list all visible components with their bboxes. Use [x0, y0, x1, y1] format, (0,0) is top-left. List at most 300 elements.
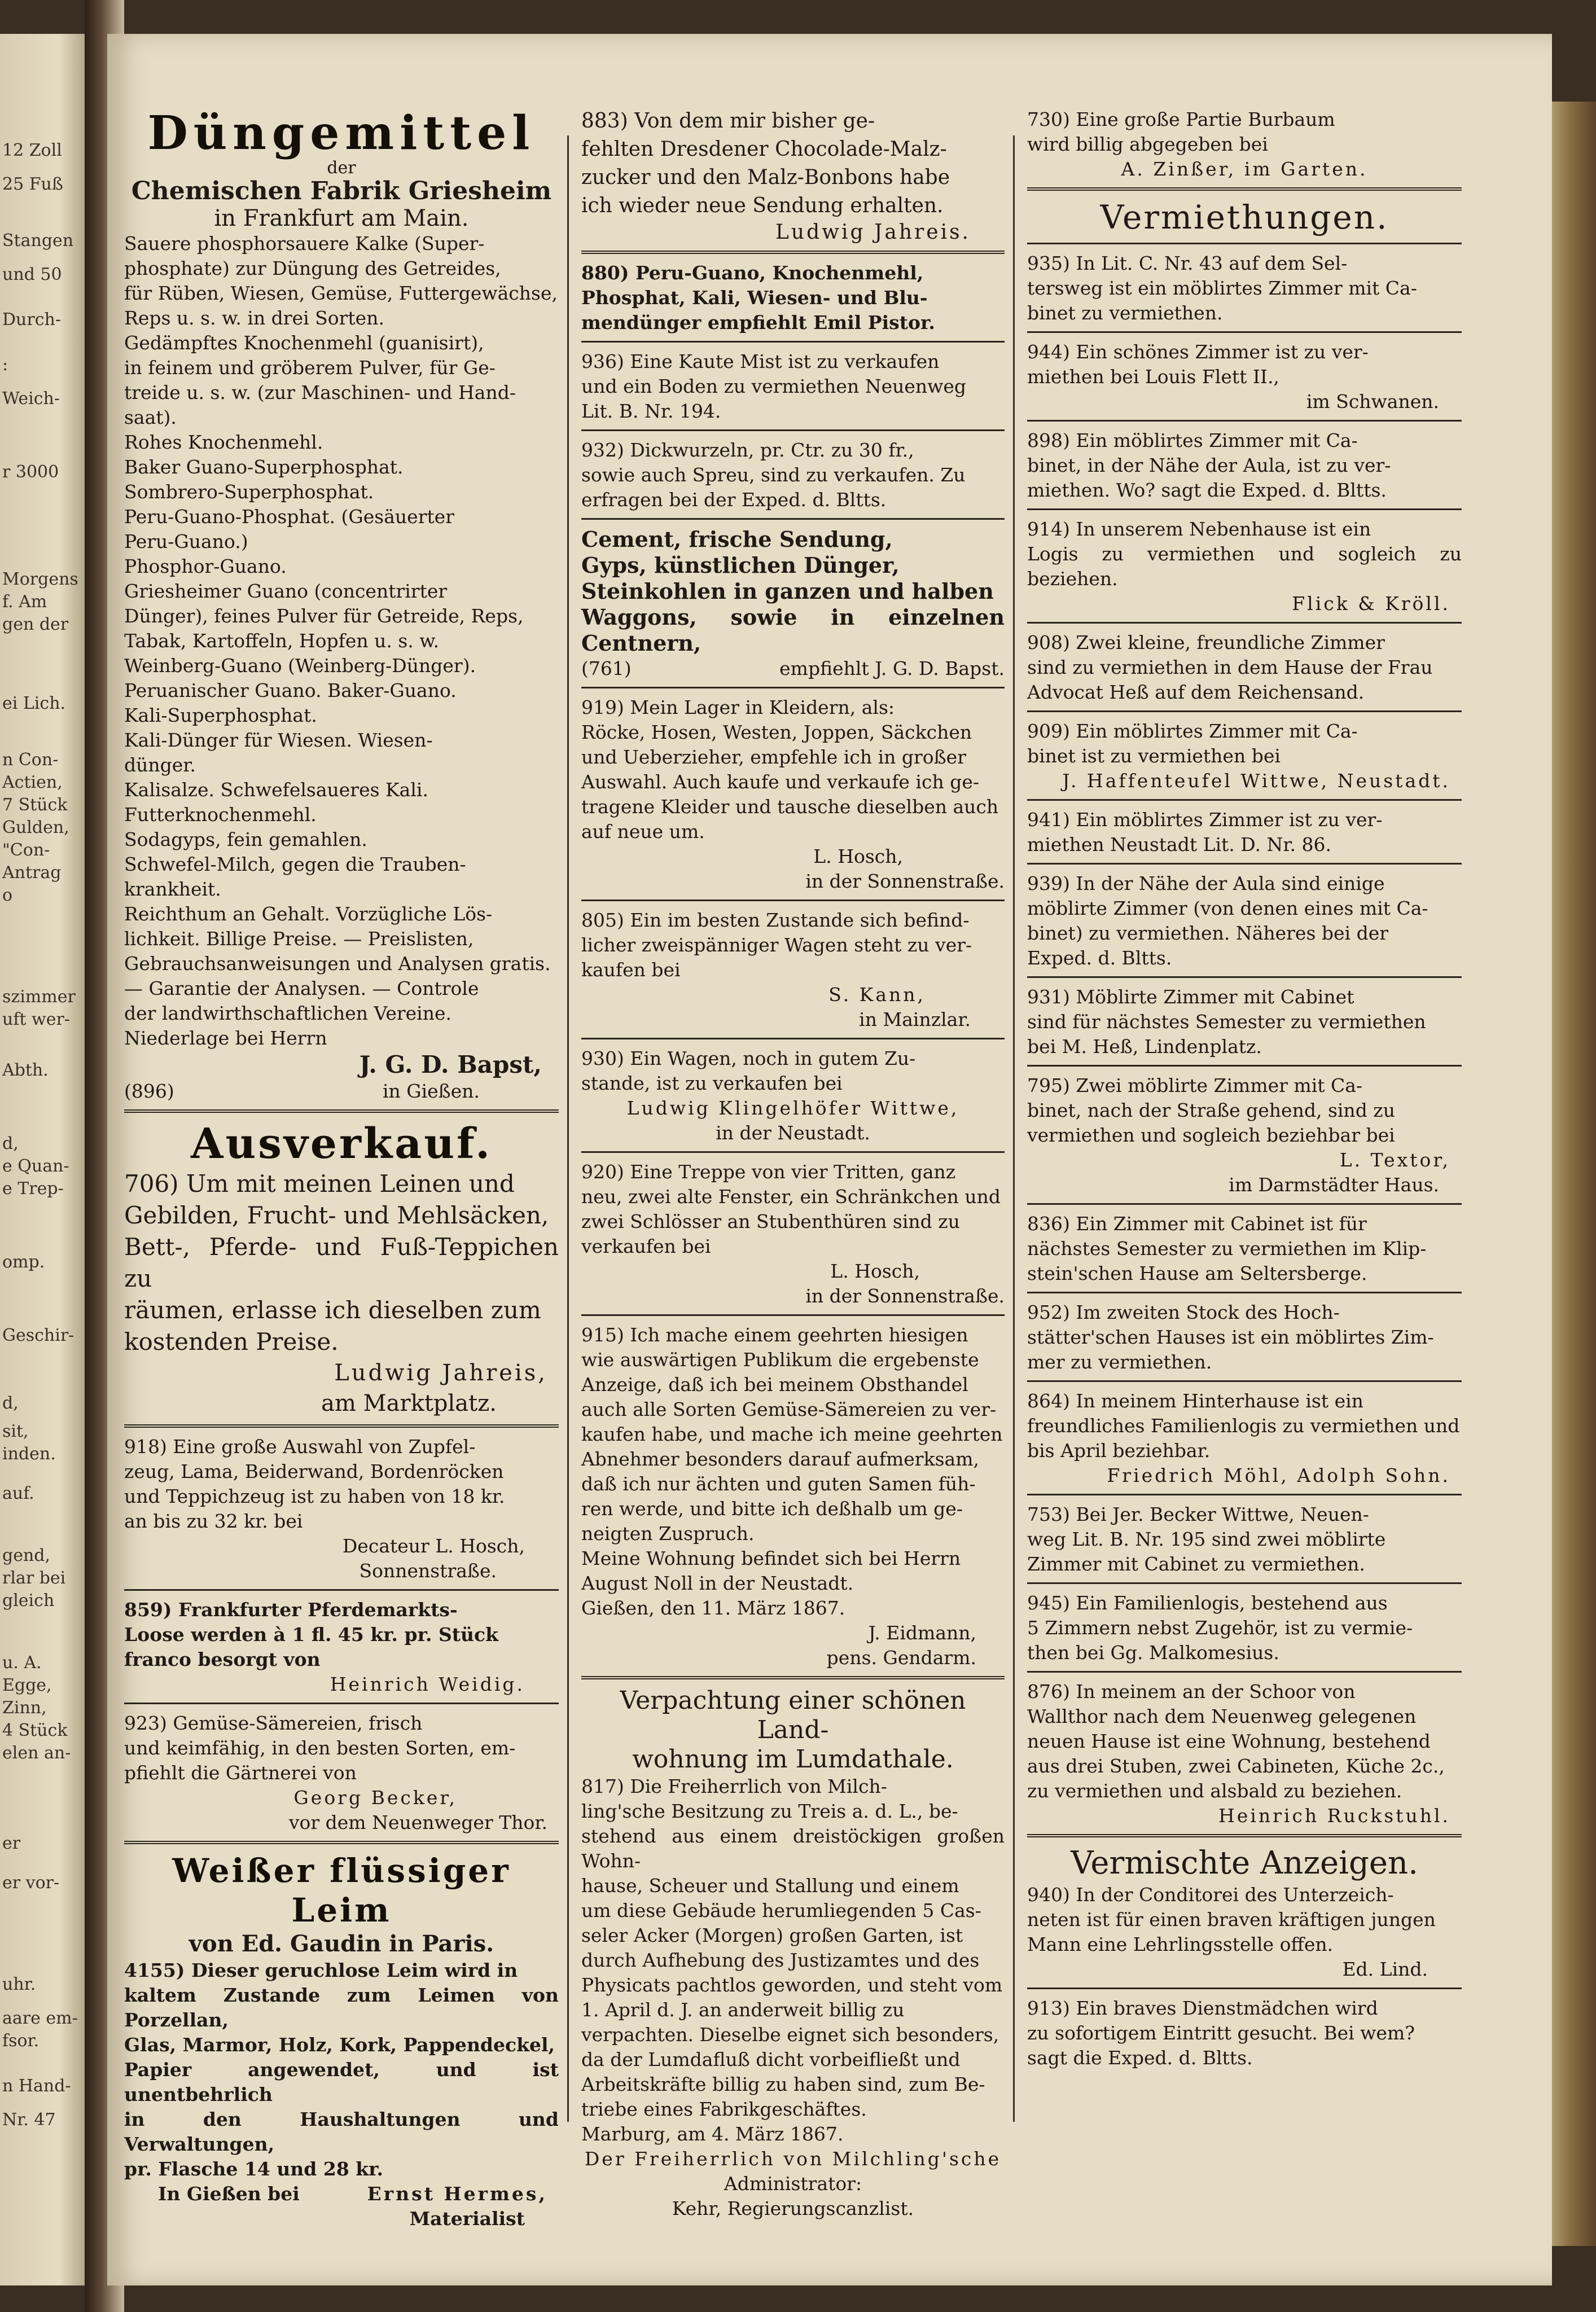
ad-883	[581, 107, 1005, 220]
rental-ad-line: 914) In unserem Nebenhause ist ein	[1027, 518, 1371, 540]
facing-margin-fragment: d,	[2, 1393, 19, 1413]
column-rule-1	[567, 135, 569, 2122]
facing-margin-fragment: Durch-	[2, 310, 61, 330]
duengemittel-line: Futterknochenmehl.	[124, 804, 317, 826]
rental-ad-name: J. Haffenteufel Wittwe, Neustadt.	[1062, 770, 1450, 792]
rentals-list	[1027, 243, 1462, 1828]
ad-919-line: und Ueberzieher, empfehle ich in großer	[581, 746, 966, 768]
duengemittel-line: phosphate) zur Düngung des Getreides,	[124, 257, 501, 279]
ad-920-line: 920) Eine Treppe von vier Tritten, ganz	[581, 1161, 956, 1183]
ausverkauf-name: Ludwig Jahreis,	[334, 1360, 547, 1386]
duengemittel-line: Gebrauchsanweisungen und Analysen gratis.	[124, 953, 551, 975]
ad-918-line: 918) Eine große Auswahl von Zupfel-	[124, 1436, 476, 1458]
ad-923-line: und keimfähig, in den besten Sorten, em-	[124, 1737, 516, 1759]
facing-margin-fragment: Nr. 47	[2, 2110, 56, 2130]
vermischte-heading: Vermischte Anzeigen.	[1071, 1845, 1418, 1881]
duengemittel-line: — Garantie der Analysen. — Controle	[124, 977, 479, 999]
duengemittel-line: treide u. s. w. (zur Maschinen- und Hand-	[124, 381, 516, 403]
leim-line: kaltem Zustande zum Leimen von Porzellan,	[124, 1984, 559, 2031]
rental-ad	[1027, 340, 1462, 414]
rental-ad-name: Flick & Kröll.	[1292, 593, 1450, 615]
duengemittel-title: Düngemittel	[147, 106, 536, 160]
separator	[581, 1676, 1005, 1679]
rental-ad-line: 944) Ein schönes Zimmer ist zu ver-	[1027, 341, 1369, 363]
ad-913	[1027, 1996, 1462, 2070]
ad-920-line: verkaufen bei	[581, 1235, 711, 1257]
facing-margin-fragment: n Hand-	[2, 2076, 71, 2096]
ad-817-line: Arbeitskräfte billig zu haben sind, zum Be-	[581, 2073, 985, 2095]
facing-margin-fragment: o	[2, 885, 13, 905]
ad-817-line: da der Lumdafluß dicht vorbeifließt und	[581, 2048, 961, 2070]
separator	[581, 687, 1005, 688]
rental-ad-line: aus drei Stuben, zwei Cabineten, Küche 2c.,	[1027, 1755, 1445, 1777]
leim-title: Weißer flüssiger Leim	[172, 1852, 511, 1929]
rental-ad	[1027, 719, 1462, 793]
ad-883-line: zucker und den Malz-Bonbons habe	[581, 166, 950, 189]
ad-930-line: 930) Ein Wagen, noch in gutem Zu-	[581, 1047, 916, 1069]
rental-ad	[1027, 517, 1462, 616]
ad-817-line: stehend aus einem dreistöckigen großen Wohn-	[581, 1825, 1005, 1872]
duengemittel-line: Kali-Superphosphat.	[124, 704, 317, 726]
separator	[581, 1038, 1005, 1039]
ad-913-line: 913) Ein braves Dienstmädchen wird	[1027, 1997, 1378, 2019]
rental-ad-line: 909) Ein möblirtes Zimmer mit Ca-	[1027, 720, 1358, 742]
ad-761-sig: empfiehlt J. G. D. Bapst.	[779, 657, 1005, 679]
rental-ad-line: weg Lit. B. Nr. 195 sind zwei möblirte	[1027, 1528, 1386, 1550]
duengemittel-line: Peruanischer Guano. Baker-Guano.	[124, 679, 457, 701]
ad-918-line: und Teppichzeug ist zu haben von 18 kr.	[124, 1485, 505, 1507]
ad-880-line: mendünger empfiehlt Emil Pistor.	[581, 312, 935, 334]
duengemittel-line: Baker Guano-Superphosphat.	[124, 456, 404, 478]
ad-919-name: L. Hosch,	[813, 845, 903, 867]
separator	[1027, 799, 1462, 801]
ad-923-line: 923) Gemüse-Sämereien, frisch	[124, 1712, 423, 1734]
rental-ad-line: Exped. d. Bltts.	[1027, 947, 1172, 969]
facing-margin-fragment: und 50	[2, 265, 62, 284]
ad-730	[1027, 107, 1462, 157]
rental-ad-line: binet zu vermiethen.	[1027, 302, 1223, 324]
ad-930-line: stande, ist zu verkaufen bei	[581, 1072, 843, 1094]
ad-940-name: Ed. Lind.	[1342, 1958, 1428, 1980]
rental-ad-line: Advocat Heß auf dem Reichensand.	[1027, 681, 1365, 703]
ad-940-line: Mann eine Lehrlingsstelle offen.	[1027, 1933, 1334, 1955]
ad-883-name: Ludwig Jahreis.	[775, 221, 971, 244]
leim-line: Glas, Marmor, Holz, Kork, Pappendeckel,	[124, 2034, 555, 2056]
ad-923-name: Georg Becker,	[293, 1787, 457, 1809]
vermiethungen-heading: Vermiethungen.	[1100, 198, 1389, 236]
separator	[1027, 622, 1462, 624]
facing-margin-fragment: gen der	[2, 615, 69, 634]
separator	[124, 1589, 559, 1591]
duengemittel-line: lichkeit. Billige Preise. — Preislisten,	[124, 928, 474, 950]
facing-margin-fragment: u. A.	[2, 1653, 42, 1673]
ad-919	[581, 695, 1005, 844]
ad-805-name: S. Kann,	[828, 984, 926, 1006]
leim-body	[124, 1958, 559, 2182]
rental-ad-line: 795) Zwei möblirte Zimmer mit Ca-	[1027, 1074, 1363, 1096]
ausverkauf-line: Bett-, Pferde- und Fuß-Teppichen zu	[124, 1233, 559, 1292]
duengemittel-line: Sauere phosphorsauere Kalke (Super-	[124, 232, 485, 255]
facing-margin-fragment: gend,	[2, 1546, 51, 1565]
ad-817	[581, 1774, 1005, 2147]
rental-ad	[1027, 251, 1462, 326]
rental-ad-line: 753) Bei Jer. Becker Wittwe, Neuen-	[1027, 1503, 1369, 1525]
rental-ad-line: Zimmer mit Cabinet zu vermiethen.	[1027, 1553, 1365, 1575]
ad-930-place: in der Neustadt.	[716, 1122, 870, 1144]
ausverkauf-line: Gebilden, Frucht- und Mehlsäcken,	[124, 1201, 549, 1229]
ad-817-line: Marburg, am 4. März 1867.	[581, 2123, 844, 2145]
duengemittel-line: Sombrero-Superphosphat.	[124, 481, 374, 503]
facing-margin-fragment: uhr.	[2, 1975, 36, 1994]
facing-margin-fragment: sit,	[2, 1422, 29, 1441]
rental-ad	[1027, 871, 1462, 971]
rental-ad-line: miethen. Wo? sagt die Exped. d. Bltts.	[1027, 479, 1387, 501]
rental-ad-line: mer zu vermiethen.	[1027, 1351, 1212, 1373]
facing-margin-fragment: omp.	[2, 1252, 45, 1272]
ad-918-place: Sonnenstraße.	[359, 1560, 497, 1582]
rental-ad	[1027, 1073, 1462, 1197]
facing-margin-fragment: Weich-	[2, 389, 60, 409]
ad-915-place: pens. Gendarm.	[826, 1647, 976, 1669]
duengemittel-line: Griesheimer Guano (concentrirter	[124, 580, 448, 602]
ad-918-line: zeug, Lama, Beiderwand, Bordenröcken	[124, 1460, 504, 1482]
ad-915-line: daß ich nur ächten und guten Samen füh-	[581, 1473, 976, 1495]
rental-ad-name: Heinrich Ruckstuhl.	[1218, 1805, 1450, 1827]
facing-margin-fragment: n Con-	[2, 750, 59, 770]
rental-ad	[1027, 428, 1462, 503]
ad-915-line: kaufen habe, und mache ich meine geehrten	[581, 1423, 1003, 1445]
ad-915-line: 915) Ich mache einem geehrten hiesigen	[581, 1324, 968, 1346]
rental-ad	[1027, 1389, 1462, 1488]
rental-ad-line: 935) In Lit. C. Nr. 43 auf dem Sel-	[1027, 252, 1348, 274]
separator	[1027, 331, 1462, 333]
facing-margin-fragment: szimmer	[2, 987, 76, 1007]
duengemittel-line: Schwefel-Milch, gegen die Trauben-	[124, 853, 466, 875]
ad-918	[124, 1434, 559, 1534]
duengemittel-line: Peru-Guano-Phosphat. (Gesäuerter	[124, 506, 455, 528]
ad-817-line: seler Acker (Morgen) großen Garten, ist	[581, 1924, 963, 1946]
ad-919-line: Auswahl. Auch kaufe und verkaufe ich ge-	[581, 771, 980, 793]
ausverkauf-place: am Marktplatz.	[321, 1390, 497, 1416]
ad-932-line: erfragen bei der Exped. d. Bltts.	[581, 489, 887, 511]
separator	[1027, 243, 1462, 244]
rental-ad-line: bis April beziehbar.	[1027, 1440, 1211, 1462]
facing-margin-fragment: inden.	[2, 1444, 56, 1464]
ad-920-line: neu, zwei alte Fenster, ein Schränkchen und	[581, 1186, 1001, 1208]
ad-805-line: kaufen bei	[581, 959, 681, 981]
duengemittel-line: für Rüben, Wiesen, Gemüse, Futtergewächse,	[124, 282, 558, 304]
separator	[1027, 976, 1462, 978]
separator	[581, 429, 1005, 431]
duengemittel-body	[124, 231, 559, 1051]
rental-ad-line: then bei Gg. Malkomesius.	[1027, 1642, 1279, 1664]
separator	[124, 1109, 559, 1113]
separator	[581, 251, 1005, 254]
ad-817-line: triebe eines Fabrikgeschäftes.	[581, 2098, 867, 2120]
facing-margin-fragment: 7 Stück	[2, 795, 68, 815]
ad-859-name: Heinrich Weidig.	[330, 1673, 525, 1695]
rental-ad-line: 952) Im zweiten Stock des Hoch-	[1027, 1301, 1340, 1323]
rental-ad	[1027, 1591, 1462, 1665]
ad-817-sig1: Der Freiherrlich von Milchling'sche	[584, 2148, 1002, 2170]
ad-913-line: zu sofortigem Eintritt gesucht. Bei wem?	[1027, 2022, 1415, 2044]
ad-817-line: hause, Scheuer und Stallung und einem	[581, 1875, 959, 1897]
duengemittel-place: in Gießen.	[382, 1080, 480, 1102]
ad-805-line: 805) Ein im besten Zustande sich befind-	[581, 909, 970, 931]
rental-ad	[1027, 1212, 1462, 1286]
rental-ad-line: miethen Neustadt Lit. D. Nr. 86.	[1027, 833, 1332, 856]
facing-margin-fragment: rlar bei	[2, 1568, 66, 1588]
rental-ad-line: binet, in der Nähe der Aula, ist zu ver-	[1027, 454, 1391, 476]
ad-920-place: in der Sonnenstraße.	[805, 1285, 1005, 1307]
duengemittel-line: Weinberg-Guano (Weinberg-Dünger).	[124, 655, 476, 677]
ad-919-place: in der Sonnenstraße.	[805, 870, 1005, 892]
separator	[1027, 508, 1462, 510]
rental-ad-line: binet ist zu vermiethen bei	[1027, 745, 1281, 767]
ad-915-line: ren werde, und bitte ich deßhalb um ge-	[581, 1498, 963, 1520]
separator	[1027, 1671, 1462, 1673]
book-page-edges	[1552, 102, 1596, 2246]
ad-918-name: Decateur L. Hosch,	[342, 1535, 525, 1557]
ad-940	[1027, 1883, 1462, 1957]
separator	[581, 518, 1005, 520]
ad-730-name: A. Zinßer, im Garten.	[1121, 158, 1368, 180]
ad-817-line: 817) Die Freiherrlich von Milch-	[581, 1775, 887, 1797]
rental-ad-line: 898) Ein möblirtes Zimmer mit Ca-	[1027, 429, 1358, 451]
ad-932	[581, 438, 1005, 512]
facing-margin-fragment: :	[2, 355, 8, 375]
ad-883-line: 883) Von dem mir bisher ge-	[581, 109, 875, 133]
facing-margin-fragment: d,	[2, 1134, 19, 1153]
rental-ad-line: stein'schen Hause am Seltersberge.	[1027, 1262, 1367, 1284]
ad-919-line: Röcke, Hosen, Westen, Joppen, Säckchen	[581, 721, 972, 743]
ad-915-line: auch alle Sorten Gemüse-Sämereien zu ver-	[581, 1398, 997, 1420]
ad-817-sig2: Administrator:	[724, 2173, 862, 2195]
ad-915-name: J. Eidmann,	[868, 1622, 976, 1644]
rental-ad-line: 908) Zwei kleine, freundliche Zimmer	[1027, 631, 1385, 653]
separator	[1027, 710, 1462, 712]
facing-margin-fragment: Gulden,	[2, 818, 69, 837]
ad-880-line: Phosphat, Kali, Wiesen- und Blu-	[581, 287, 928, 309]
facing-margin-fragment: 12 Zoll	[2, 141, 62, 160]
rental-ad	[1027, 630, 1462, 705]
rental-ad-line: sind zu vermiethen in dem Hause der Frau	[1027, 656, 1433, 678]
ad-817-title: Verpachtung einer schönen Land-	[620, 1686, 966, 1744]
rental-ad-line: neuen Hause ist eine Wohnung, bestehend	[1027, 1730, 1431, 1752]
leim-line: 4155) Dieser geruchlose Leim wird in	[124, 1959, 518, 1981]
separator	[1027, 1065, 1462, 1067]
column-2	[581, 107, 1005, 2221]
ad-936-line: Lit. B. Nr. 194.	[581, 400, 721, 422]
separator	[1027, 1834, 1462, 1837]
ad-817-line: 1. April d. J. an anderweit billig zu	[581, 1999, 905, 2021]
rental-ad	[1027, 808, 1462, 857]
separator	[581, 341, 1005, 343]
separator	[581, 1314, 1005, 1316]
ad-761-line: Waggons, sowie in einzelnen Centnern,	[581, 604, 1005, 656]
ad-730-line: wird billig abgegeben bei	[1027, 133, 1268, 155]
ad-915-line: wie auswärtigen Publikum die ergebenste	[581, 1349, 979, 1371]
ad-915	[581, 1323, 1005, 1621]
ad-915-line: Abnehmer besonders darauf aufmerksam,	[581, 1448, 979, 1470]
facing-margin-fragment: gleich	[2, 1591, 55, 1611]
rental-ad-name: Friedrich Möhl, Adolph Sohn.	[1107, 1464, 1450, 1486]
separator	[1027, 1494, 1462, 1495]
leim-line: in den Haushaltungen und Verwaltungen,	[124, 2108, 559, 2155]
ad-761	[581, 527, 1005, 656]
ad-919-line: tragene Kleider und tausche dieselben auch	[581, 796, 999, 818]
rental-ad-line: 876) In meinem an der Schoor von	[1027, 1681, 1356, 1703]
facing-margin-fragment: er	[2, 1833, 21, 1853]
rental-ad-line: Logis zu vermiethen und sogleich zu beziehen.	[1027, 543, 1462, 590]
separator	[1027, 1380, 1462, 1382]
separator	[124, 1424, 559, 1428]
ad-923-place: vor dem Neuenweger Thor.	[288, 1811, 547, 1833]
ad-920-line: zwei Schlösser an Stubenthüren sind zu	[581, 1210, 960, 1232]
facing-margin-fragment: Antrag	[2, 863, 62, 883]
ad-805	[581, 908, 1005, 982]
facing-margin-fragment: e Trep-	[2, 1179, 64, 1199]
duengemittel-line: Reichthum an Gehalt. Vorzügliche Lös-	[124, 903, 493, 925]
duengemittel-number: (896)	[124, 1080, 174, 1102]
rental-ad-line: 939) In der Nähe der Aula sind einige	[1027, 872, 1385, 894]
duengemittel-line: Kalisalze. Schwefelsaueres Kali.	[124, 779, 428, 801]
ad-920-name: L. Hosch,	[830, 1260, 920, 1282]
separator	[1027, 1582, 1462, 1584]
leim-line: Papier angewendet, und ist unentbehrlich	[124, 2059, 559, 2105]
ad-920	[581, 1160, 1005, 1259]
ad-880	[581, 261, 1005, 335]
ad-817-line: um diese Gebäude herumliegenden 5 Cas-	[581, 1899, 981, 1921]
ad-859-line: Loose werden à 1 fl. 45 kr. pr. Stück	[124, 1624, 498, 1646]
rental-ad-line: vermiethen und sogleich beziehbar bei	[1027, 1124, 1395, 1146]
ad-915-line: Anzeige, daß ich bei meinem Obsthandel	[581, 1374, 968, 1396]
facing-margin-fragment: elen an-	[2, 1743, 71, 1763]
ad-883-line: fehlten Dresdener Chocolade-Malz-	[581, 138, 947, 161]
facing-margin-fragment: r 3000	[2, 462, 59, 482]
duengemittel-line: Peru-Guano.)	[124, 530, 248, 552]
separator	[1027, 863, 1462, 865]
ad-761-line: Gyps, künstlichen Dünger,	[581, 552, 900, 578]
facing-margin-fragment: Actien,	[2, 773, 63, 792]
duengemittel-line: Phosphor-Guano.	[124, 555, 287, 577]
ad-817-title2: wohnung im Lumdathale.	[632, 1745, 954, 1774]
ad-859	[124, 1598, 559, 1672]
rental-ad-line: binet) zu vermiethen. Näheres bei der	[1027, 922, 1389, 944]
duengemittel-city: in Frankfurt am Main.	[214, 205, 469, 231]
column-3	[1027, 107, 1462, 2070]
duengemittel-line: Kali-Dünger für Wiesen. Wiesen-	[124, 729, 433, 751]
duengemittel-line: Rohes Knochenmehl.	[124, 431, 323, 453]
duengemittel-line: Niederlage bei Herrn	[124, 1027, 327, 1049]
ausverkauf-title: Ausverkauf.	[191, 1120, 492, 1168]
separator	[1027, 187, 1462, 191]
ad-730-line: 730) Eine große Partie Burbaum	[1027, 108, 1335, 130]
facing-margin-fragment: aare em-	[2, 2008, 78, 2028]
ad-936-line: 936) Eine Kaute Mist ist zu verkaufen	[581, 350, 940, 372]
ad-761-line: Cement, frische Sendung,	[581, 527, 893, 552]
rental-ad-line: sind für nächstes Semester zu vermiethen	[1027, 1011, 1426, 1033]
facing-margin-fragment: auf.	[2, 1484, 34, 1503]
ad-817-line: verpachten. Dieselbe eignet sich besonders,	[581, 2024, 999, 2046]
duengemittel-line: Tabak, Kartoffeln, Hopfen u. s. w.	[124, 630, 440, 652]
facing-margin-fragment: "Con-	[2, 840, 50, 860]
rental-ad-line: stätter'schen Hauses ist ein möblirtes Zim-	[1027, 1326, 1434, 1348]
ad-915-line: neigten Zuspruch.	[581, 1523, 755, 1545]
ad-932-line: sowie auch Spreu, sind zu verkaufen. Zu	[581, 464, 966, 486]
facing-margin-fragment: 4 Stück	[2, 1721, 68, 1740]
ad-940-line: neten ist für einen braven kräftigen jungen	[1027, 1909, 1436, 1931]
duengemittel-line: krankheit.	[124, 878, 221, 900]
ad-919-line: auf neue um.	[581, 821, 705, 843]
rental-ad-line: 931) Möblirte Zimmer mit Cabinet	[1027, 986, 1354, 1008]
ad-918-line: an bis zu 32 kr. bei	[124, 1510, 303, 1532]
rental-ad	[1027, 1300, 1462, 1375]
rental-ad-line: zu vermiethen und alsbald zu beziehen.	[1027, 1780, 1402, 1802]
facing-margin-fragment: Morgens	[2, 569, 78, 589]
column-rule-2	[1013, 135, 1015, 2122]
ad-859-line: franco besorgt von	[124, 1648, 321, 1670]
ad-761-number: (761)	[581, 657, 632, 679]
ad-923	[124, 1711, 559, 1785]
ad-817-sig3: Kehr, Regierungscanzlist.	[672, 2197, 914, 2219]
separator	[1027, 420, 1462, 422]
duengemittel-line: Dünger), feines Pulver für Getreide, Reps,	[124, 605, 524, 627]
rental-ad-line: binet, nach der Straße gehend, sind zu	[1027, 1099, 1395, 1121]
rental-ad-line: 864) In meinem Hinterhause ist ein	[1027, 1390, 1363, 1412]
separator	[124, 1703, 559, 1704]
ad-940-line: 940) In der Conditorei des Unterzeich-	[1027, 1884, 1394, 1906]
ausverkauf-body	[124, 1168, 559, 1358]
rental-ad-line: möblirte Zimmer (von denen eines mit Ca-	[1027, 897, 1428, 919]
rental-ad	[1027, 1502, 1462, 1577]
rental-ad	[1027, 985, 1462, 1059]
ad-923-line: pfiehlt die Gärtnerei von	[124, 1762, 357, 1784]
ad-930	[581, 1046, 1005, 1096]
duengemittel-line: in feinem und gröberem Pulver, für Ge-	[124, 357, 496, 379]
duengemittel-line: saat).	[124, 406, 177, 428]
facing-margin-fragment: er vor-	[2, 1873, 60, 1893]
ad-930-name: Ludwig Klingelhöfer Wittwe,	[626, 1097, 959, 1119]
separator	[1027, 1292, 1462, 1293]
duengemittel-der: der	[327, 158, 356, 178]
leim-subtitle: von Ed. Gaudin in Paris.	[188, 1931, 494, 1957]
rental-ad-line: nächstes Semester zu vermiethen im Klip-	[1027, 1238, 1427, 1260]
rental-ad-line: 945) Ein Familienlogis, bestehend aus	[1027, 1592, 1388, 1614]
rental-ad-name: L. Textor,	[1339, 1149, 1450, 1171]
duengemittel-line: Gedämpftes Knochenmehl (guanisirt),	[124, 332, 484, 354]
ad-936	[581, 349, 1005, 424]
rental-ad-line: Wallthor nach dem Neuenweg gelegenen	[1027, 1705, 1417, 1727]
rental-ad	[1027, 1679, 1462, 1828]
ad-761-line: Steinkohlen in ganzen und halben	[581, 578, 994, 604]
leim-footer-right2: Materialist	[409, 2208, 525, 2230]
rental-ad-line: miethen bei Louis Flett II.,	[1027, 366, 1279, 388]
facing-page-margin	[0, 34, 85, 2285]
ad-936-line: und ein Boden zu vermiethen Neuenweg	[581, 375, 967, 397]
duengemittel-line: Sodagyps, fein gemahlen.	[124, 828, 367, 850]
rental-ad-line: 5 Zimmern nebst Zugehör, ist zu vermie-	[1027, 1617, 1413, 1639]
duengemittel-line: Reps u. s. w. in drei Sorten.	[124, 307, 384, 329]
facing-margin-fragment: Egge,	[2, 1675, 52, 1695]
facing-margin-fragment: uft wer-	[2, 1010, 70, 1029]
leim-line: pr. Flasche 14 und 28 kr.	[124, 2158, 383, 2180]
facing-margin-fragment: Abth.	[2, 1060, 49, 1080]
ad-805-line: licher zweispänniger Wagen steht zu ver-	[581, 934, 972, 956]
facing-margin-fragment: Stangen	[2, 231, 74, 251]
rental-ad-place: im Darmstädter Haus.	[1229, 1174, 1439, 1196]
facing-margin-fragment: 25 Fuß	[2, 174, 63, 194]
